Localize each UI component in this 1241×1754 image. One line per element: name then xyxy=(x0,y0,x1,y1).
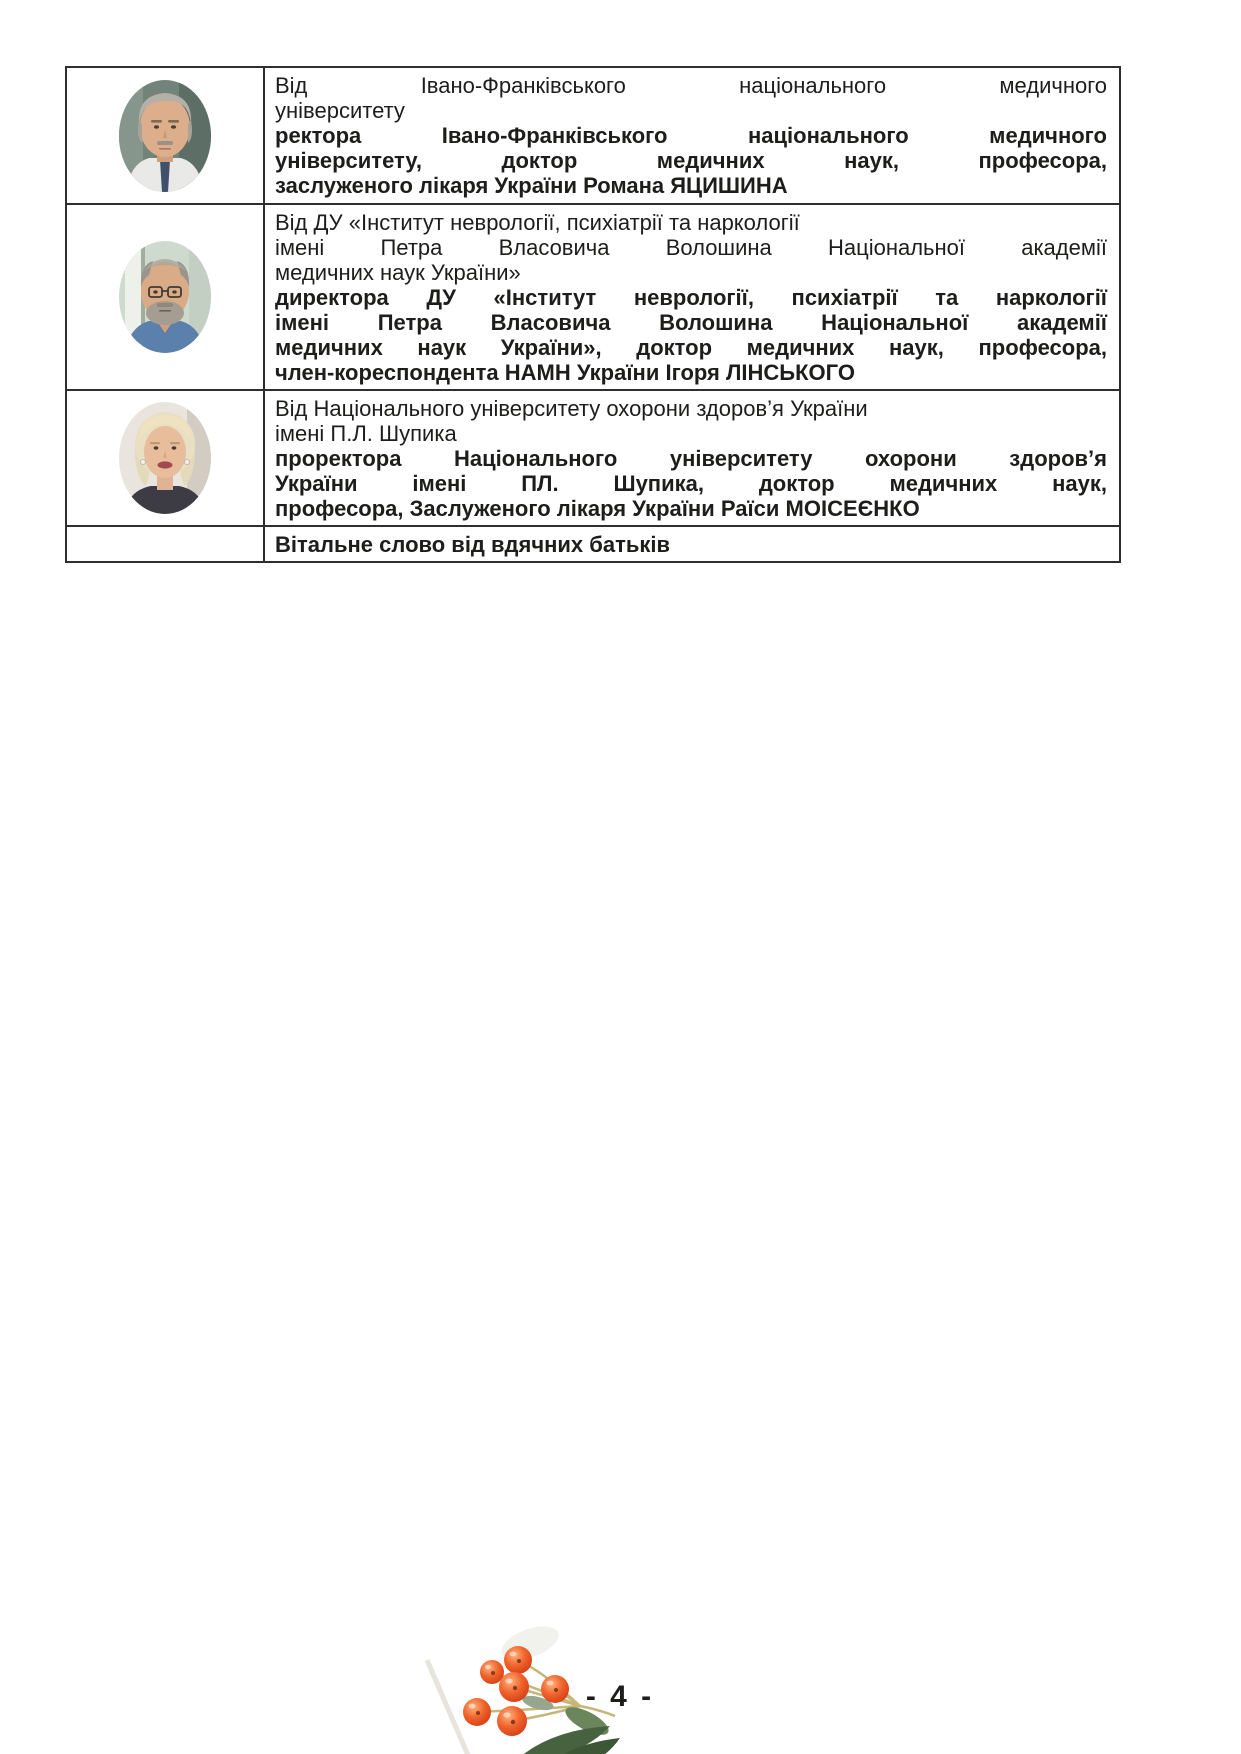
table-row xyxy=(67,527,1119,561)
table-row xyxy=(67,391,1119,527)
text-line: ректора Івано-Франківського національного медичного xyxy=(275,123,1107,148)
program-entry xyxy=(265,527,1119,561)
photo-cell xyxy=(67,205,265,389)
text-line: імені Петра Власовича Волошина Національної академії xyxy=(275,235,1107,260)
text-line: медичних наук України», доктор медичних наук, професора, xyxy=(275,335,1107,360)
rowan-berries-illustration xyxy=(415,1598,685,1754)
page-number: - 4 - xyxy=(585,1680,655,1713)
program-entry xyxy=(265,68,1119,203)
text-line: України імені ПЛ. Шупика, доктор медичних наук, xyxy=(275,471,1107,496)
text-line: медичних наук України» xyxy=(275,260,521,285)
portrait-photo-director xyxy=(119,241,211,353)
program-table xyxy=(65,66,1121,563)
program-entry xyxy=(265,205,1119,389)
text-line: університету xyxy=(275,98,405,123)
photo-cell xyxy=(67,68,265,203)
table-row xyxy=(67,205,1119,391)
program-entry xyxy=(265,391,1119,525)
photo-cell-empty xyxy=(67,527,265,561)
photo-cell xyxy=(67,391,265,525)
text-line: імені П.Л. Шупика xyxy=(275,421,457,446)
text-line: імені Петра Власовича Волошина Національної академії xyxy=(275,310,1107,335)
portrait-photo-rector xyxy=(119,80,211,192)
text-line: проректора Національного університету охорони здоров’я xyxy=(275,446,1107,471)
text-line: директора ДУ «Інститут неврології, психіатрії та наркології xyxy=(275,285,1107,310)
text-line: член-кореспондента НАМН України Ігоря ЛІНСЬКОГО xyxy=(275,360,855,385)
text-line: Від ДУ «Інститут неврології, психіатрії та наркології xyxy=(275,210,800,235)
text-line: Від Івано-Франківського національного медичного xyxy=(275,73,1107,98)
text-line: університету, доктор медичних наук, професора, xyxy=(275,148,1107,173)
text-line: Від Національного університету охорони здоров’я України xyxy=(275,396,868,421)
table-row xyxy=(67,68,1119,205)
text-line: заслуженого лікаря України Романа ЯЦИШИНА xyxy=(275,173,788,198)
text-line: Вітальне слово від вдячних батьків xyxy=(275,532,671,557)
text-line: професора, Заслуженого лікаря України Раїси МОІСЕЄНКО xyxy=(275,496,920,521)
portrait-photo-prorector xyxy=(119,402,211,514)
